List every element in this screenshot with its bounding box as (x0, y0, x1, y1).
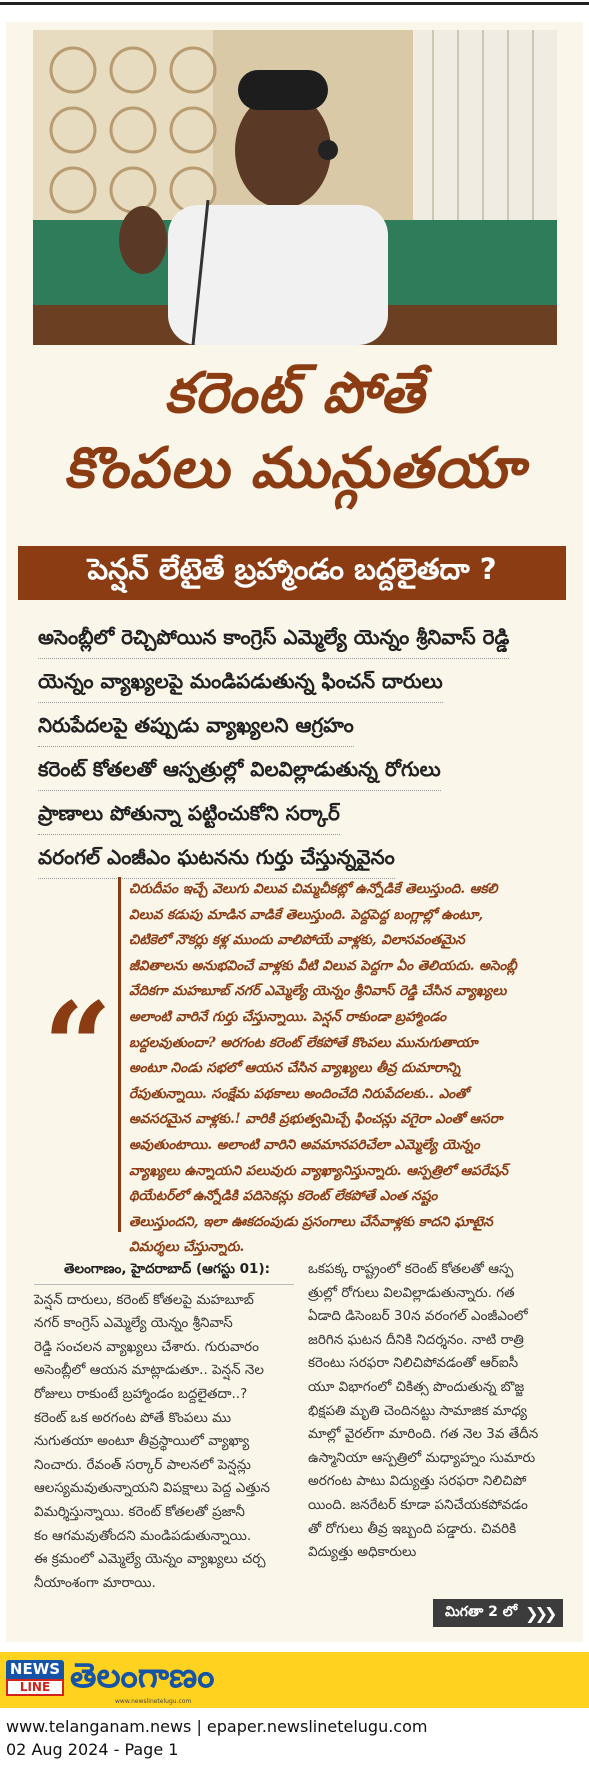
body-line: త్రుల్లో రోగులు విలవిల్లాడుతున్నారు. గత (308, 1284, 515, 1301)
quote-line: వ్యాఖ్యలు ఉన్నాయని పలువురు వ్యాఖ్యానిస్తున్నారు. ఆస్పత్రిలో ఆపరేషన్ (129, 1162, 508, 1179)
quote-line: అంటూ నిండు సభలో ఆయన చేసిన వ్యాఖ్యలు తీవ్ర దుమారాన్ని (129, 1060, 461, 1077)
pull-quote (33, 877, 557, 1256)
body-line: ఆలస్యమవుతున్నాయని విపక్షాలు పెద్ద ఎత్తున (34, 1480, 270, 1497)
quote-line: అవుతుంటాయి. అలాంటి వారిని అవమానపరిచేలా ఎమ్మెల్యే యెన్నం (129, 1136, 480, 1153)
highlight-point: ప్రాణాలు పోతున్నా పట్టించుకోని సర్కార్ (38, 798, 340, 835)
footer-sites[interactable]: www.telanganam.news | epaper.newslinetelugu.com (6, 1717, 428, 1736)
quote-line: తెలుస్తుందని, ఇలా ఊకదంపుడు ప్రసంగాలు చేసేవాళ్లకు కాదని ఘాటైన (129, 1213, 493, 1230)
highlight-points (38, 622, 558, 886)
logo-url: www.newslinetelugu.com (115, 1698, 192, 1705)
body-line: రోజులు రాకుంటే బ్రహ్మాండం బద్దలైతదా..? (34, 1385, 248, 1402)
quote-line: రేపుతున్నాయి. సంక్షేమ పథకాలు అందించేది నిరుపేదలకు.. ఎంతో (129, 1085, 469, 1102)
newsline-logo (6, 1660, 64, 1696)
body-line: నుగుతయా అంటూ తీవ్రస్థాయిలో వ్యాఖ్యా (34, 1433, 250, 1450)
body-line: యింది. జనరేటర్ కూడా పనిచేయకపోవడం (308, 1496, 528, 1513)
footer-date-page: 02 Aug 2024 - Page 1 (6, 1740, 179, 1759)
body-line: విద్యుత్తు అధికారులు (308, 1544, 417, 1561)
highlight-point: వరంగల్ ఎంజీఎం ఘటనను గుర్తు చేస్తున్నవైనం (38, 842, 395, 879)
body-line: జరిగిన ఘటన దీనికి నిదర్శనం. నాటి రాత్రి (308, 1331, 524, 1348)
body-line: కరెంటు సరఫరా నిలిచిపోవడంతో ఆర్ఐసీ (308, 1355, 519, 1372)
body-line: ఏడాది డిసెంబర్ 30న వరంగల్ ఎంజీఎంలో (308, 1308, 528, 1325)
highlight-point: అసెంబ్లీలో రెచ్చిపోయిన కాంగ్రెస్ ఎమ్మెల్యే యెన్నం శ్రీనివాస్ రెడ్డి (38, 622, 509, 659)
body-line: కం ఆగమవుతోందని మండిపడుతున్నాయి. (34, 1527, 252, 1544)
chevrons-right-icon: ❯❯❯ (525, 1603, 554, 1623)
telanganam-logo: తెలంగాణం (70, 1656, 215, 1696)
quote-mark-icon: “ (43, 976, 113, 1117)
body-line: నీయాంశంగా మారాయి. (34, 1574, 156, 1591)
body-column-2 (308, 1258, 560, 1565)
body-line: మాల్లో వైరల్‌గా మారింది. గత నెల 3వ తేదీన (308, 1426, 539, 1443)
body-line: నించారు. రేవంత్ సర్కార్ పాలనలో పెన్షన్లు (34, 1456, 251, 1473)
body-column-1 (34, 1258, 294, 1595)
top-rule (0, 2, 589, 5)
quote-line: విలువ కడుపు మాడిన వాడికే తెలుస్తుంది. పెద్దపెద్ద బంగ్లాల్లో ఉంటూ, (129, 906, 484, 923)
quote-line: జీవితాలను అనుభవించే వాళ్లకు వీటి విలువ పెద్దగా ఏం తెలియదు. అసెంబ్లీ (129, 957, 517, 974)
headline-line-1: కరెంట్ పోతే (164, 360, 425, 426)
continued-label: మిగతా 2 లో (445, 1603, 518, 1620)
quote-line: వేదికగా మహబూబ్ నగర్ ఎమ్మెల్యే యెన్నం శ్రీనివాస్ రెడ్డి చేసిన వ్యాఖ్యలు (129, 983, 507, 1000)
body-line: నగర్ కాంగ్రెస్ ఎమ్మెల్యే యెన్నం శ్రీనివాస్ (34, 1315, 233, 1332)
body-line: ఒకపక్క రాష్ట్రంలో కరెంట్ కోతలతో ఆస్ప (308, 1261, 514, 1277)
body-line: అసెంబ్లీలో ఆయన మాట్లాడుతూ.. పెన్షన్ నెల (34, 1362, 264, 1379)
highlight-point: నిరుపేదలపై తప్పుడు వ్యాఖ్యలని ఆగ్రహం (38, 710, 354, 747)
quote-line: బద్దలవుతుందా? అరగంట కరెంట్ లేకపోతే కొంపలు మునుగుతాయా (129, 1034, 478, 1051)
body-line: కరెంట్ ఒక అరగంట పోతే కొంపలు ము (34, 1409, 232, 1426)
highlight-point: కరెంట్ కోతలతో ఆస్పత్రుల్లో విలవిల్లాడుతున్న రోగులు (38, 754, 441, 791)
continued-page-link[interactable] (433, 1599, 563, 1627)
body-line: విమర్శిస్తున్నాయి. కరెంట్ కోతలతో ప్రజానీ (34, 1503, 245, 1520)
highlight-point: యెన్నం వ్యాఖ్యలపై మండిపడుతున్న ఫించన్ దారులు (38, 666, 443, 703)
quote-line: చిరుదీపం ఇచ్చే వెలుగు విలువ చిమ్మచీకట్లో ఉన్నోడికే తెలుస్తుంది. ఆకలి (129, 881, 498, 897)
newsline-logo-news: NEWS (6, 1660, 64, 1679)
quote-rule (118, 877, 121, 1232)
body-line: యూ విభాగంలో చికిత్స పొందుతున్న బొజ్జ (308, 1378, 525, 1395)
quote-line: థియేటర్‌లో ఉన్నోడికి పదిసెకన్లు కరెంట్ లేకపోతే ఎంత నష్టం (129, 1188, 438, 1205)
newsline-logo-line: LINE (6, 1679, 64, 1696)
body-line: భిక్షపతి మృతి చెందినట్టు సామాజిక మాధ్య (308, 1402, 527, 1419)
subheadline-banner: పెన్షన్ లేటైతే బ్రహ్మాండం బద్దలైతదా ? (18, 546, 566, 600)
quote-line: అవసరమైన వాళ్లకు.! వారికి ప్రభుత్వమిచ్చే ఫించన్లు వగైరా ఎంతో ఆసరా (129, 1111, 503, 1128)
body-line: రెడ్డి సంచలన వ్యాఖ్యలు చేశారు. గురువారం (34, 1338, 259, 1355)
quote-line: అలాంటి వారినే గుర్తు చేస్తున్నాయి. పెన్షన్ రాకుండా బ్రహ్మాండం (129, 1008, 447, 1025)
quote-line: చిటికెలో నౌకర్లు కళ్ల ముందు వాలిపోయే వాళ్లకు, విలాసవంతమైన (129, 932, 465, 949)
body-line: ఈ క్రమంలో ఎమ్మెల్యే యెన్నం వ్యాఖ్యలు చర్చ (34, 1551, 266, 1568)
body-line: ఉస్మానియా ఆస్పత్రిలో మధ్యాహ్నం సుమారు (308, 1449, 536, 1466)
footer-banner (0, 1652, 589, 1708)
dateline: తెలంగాణం, హైదరాబాద్ (ఆగస్టు 01): (34, 1258, 294, 1285)
body-line: పెన్షన్ దారులు, కరెంట్ కోతలపై మహబూబ్ (34, 1291, 254, 1308)
quote-text (129, 877, 554, 1261)
body-line: తో రోగులు తీవ్ర ఇబ్బంది పడ్డారు. చివరికి (308, 1520, 517, 1537)
article-photo (33, 30, 557, 345)
body-line: అరగంట పాటు విద్యుత్తు సరఫరా నిలిచిపో (308, 1473, 527, 1490)
quote-line: విమర్శలు చేస్తున్నారు. (129, 1239, 245, 1256)
headline-line-2: కొంపలు మున్గుతయా (64, 435, 525, 501)
